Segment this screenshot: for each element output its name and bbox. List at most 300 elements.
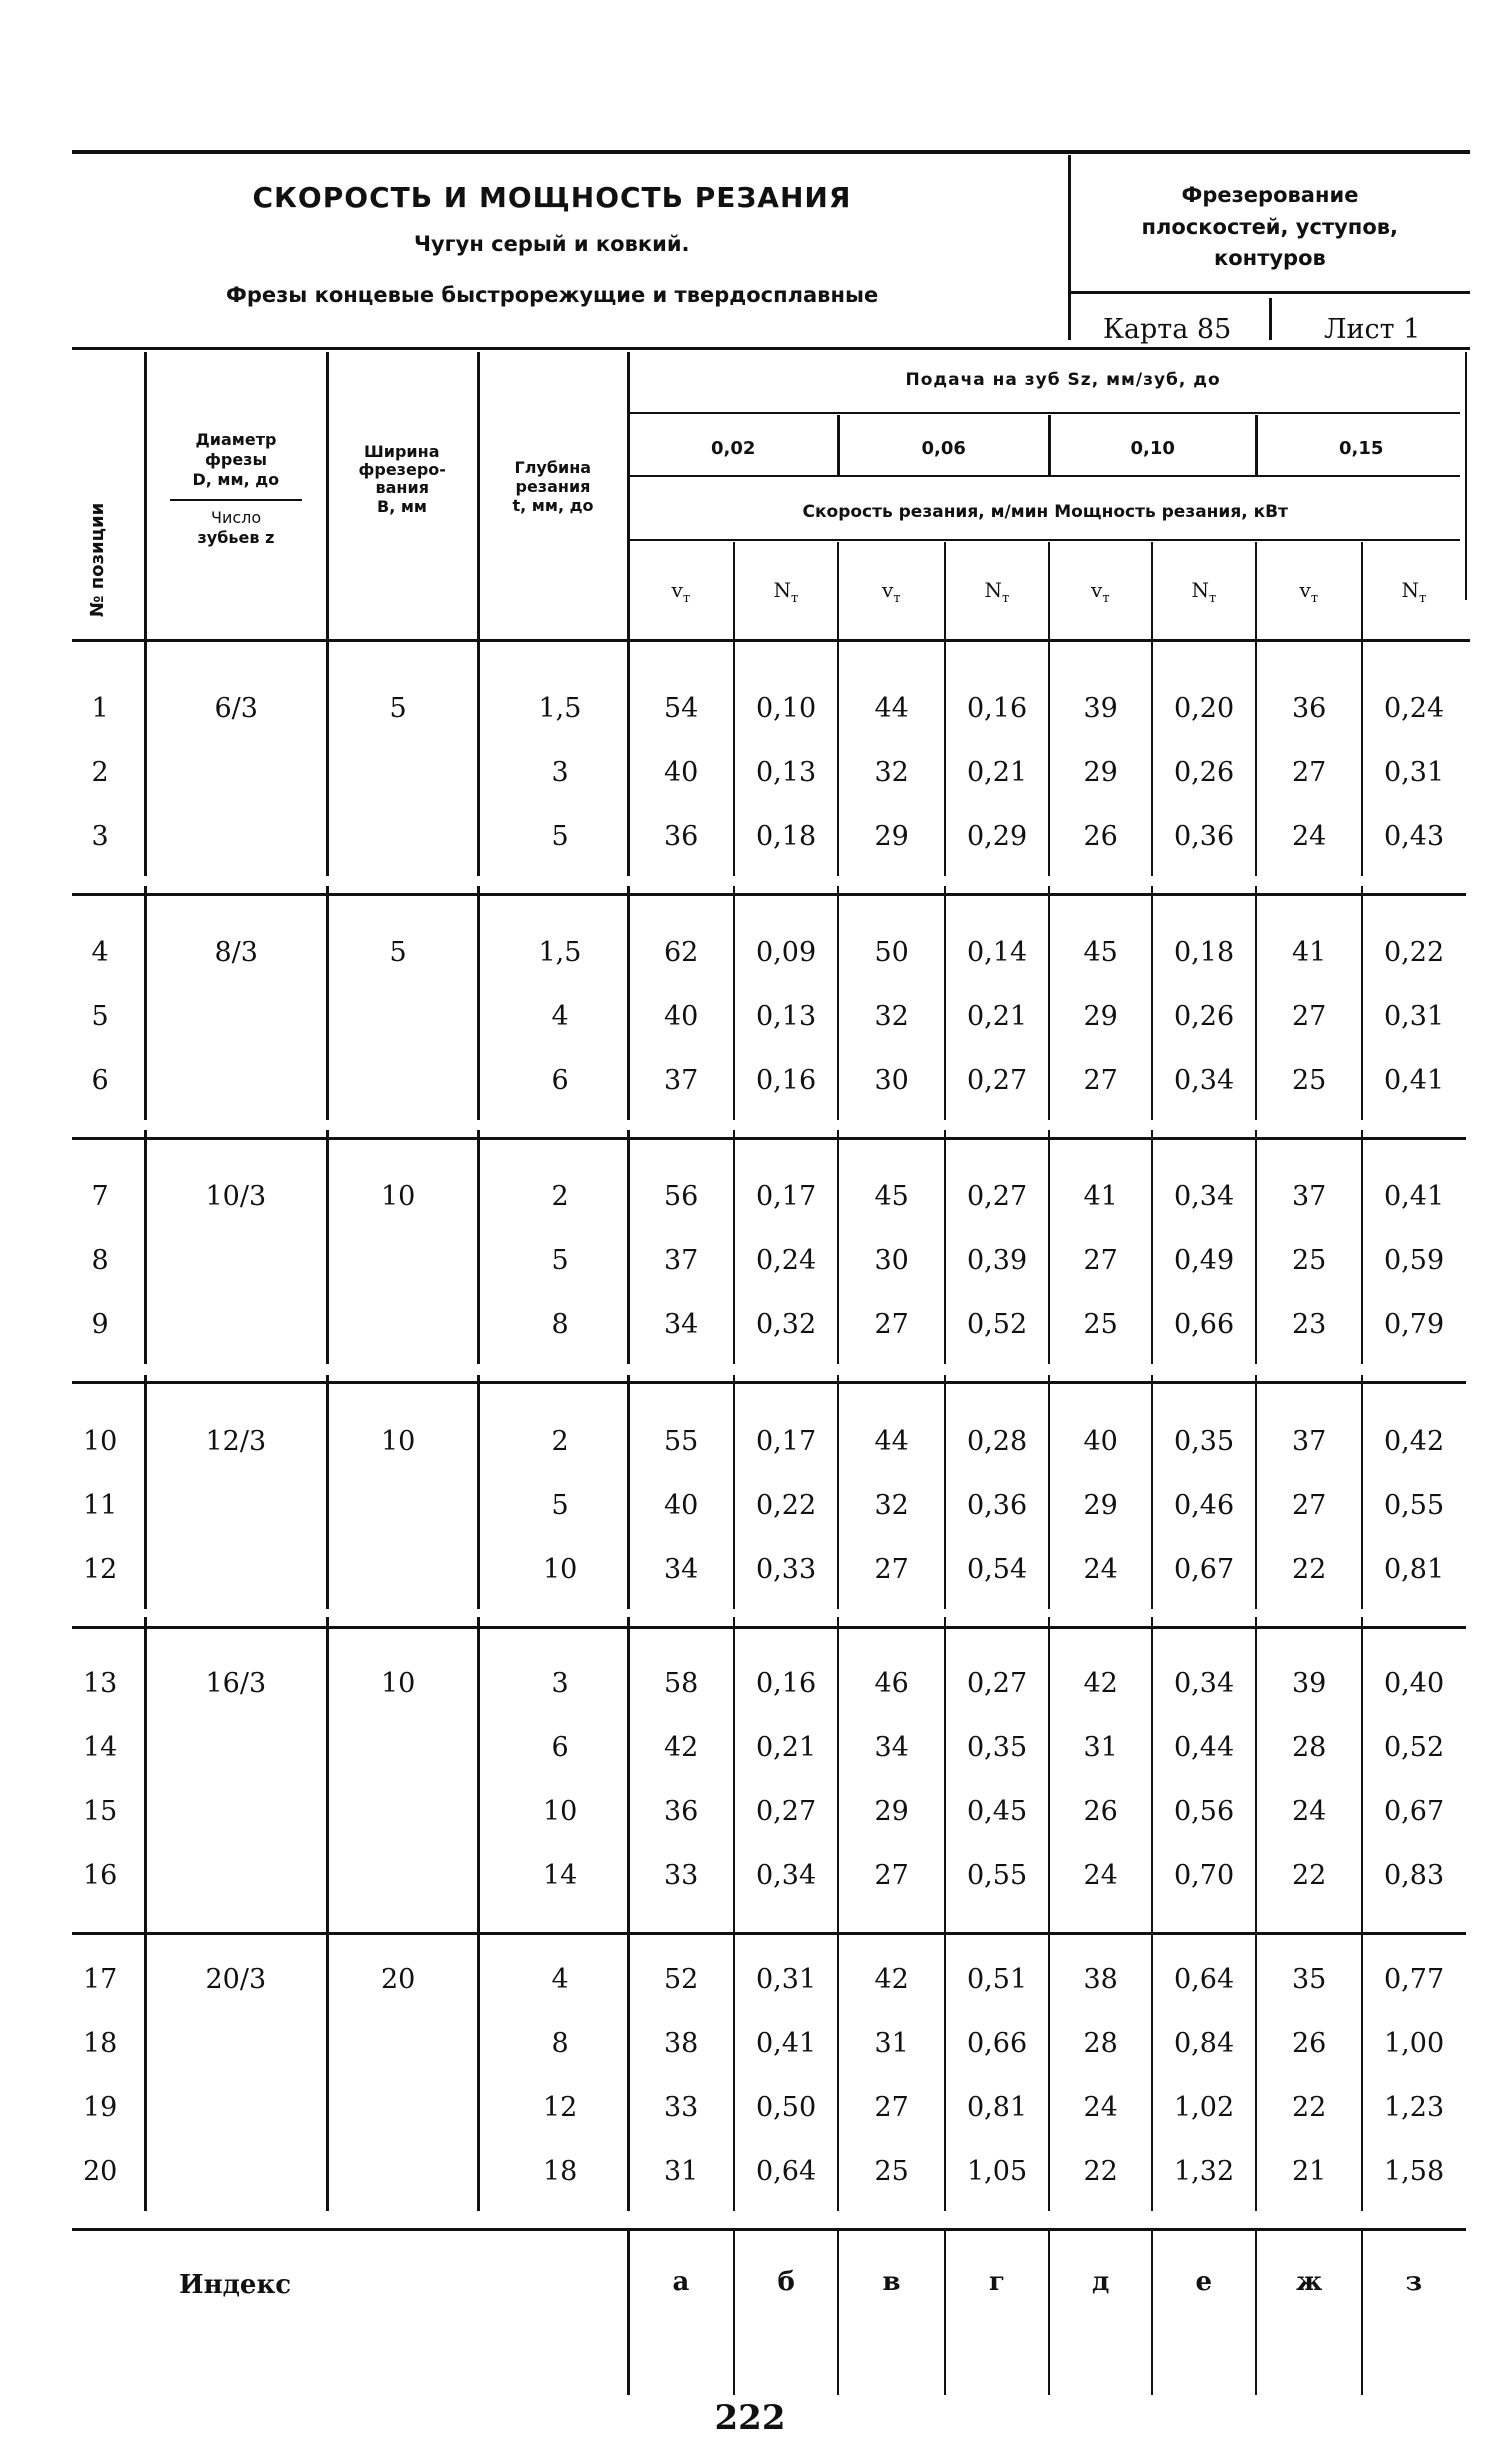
header-column-rule (627, 352, 630, 640)
position-number: 7 (91, 1180, 109, 1212)
speed-value: 34 (664, 1553, 699, 1585)
depth-value: 3 (551, 1667, 569, 1699)
index-subcolumn-rule (733, 2230, 735, 2395)
body-subcolumn-rule (733, 642, 735, 876)
position-number: 12 (83, 1553, 118, 1585)
body-subcolumn-rule (1361, 1375, 1363, 1609)
power-value: 0,50 (756, 2091, 817, 2123)
power-value: 0,36 (1174, 820, 1235, 852)
speed-value: 33 (664, 2091, 699, 2123)
speed-value: 38 (1083, 1963, 1118, 1995)
power-value: 0,36 (967, 1489, 1028, 1521)
operation-line-1: Фрезерование (1181, 182, 1359, 207)
speed-value: 35 (1292, 1963, 1327, 1995)
index-letter: а (672, 2267, 690, 2297)
depth-value: 1,5 (538, 692, 582, 724)
sheet-number: Лист 1 (1324, 313, 1421, 345)
body-subcolumn-rule (1255, 642, 1257, 876)
power-value: 0,66 (967, 2027, 1028, 2059)
power-value: 0,79 (1384, 1308, 1445, 1340)
speed-value: 30 (874, 1244, 909, 1276)
feed-group-rule (837, 415, 840, 476)
feed-value-2: 0,06 (921, 438, 966, 459)
power-value: 0,16 (756, 1064, 817, 1096)
index-subcolumn-rule (944, 2230, 946, 2395)
speed-value: 37 (664, 1064, 699, 1096)
body-column-rule (326, 1617, 329, 1915)
speed-value: 34 (874, 1731, 909, 1763)
body-subcolumn-rule (837, 1913, 839, 2211)
speed-value: 45 (874, 1180, 909, 1212)
body-column-rule (144, 1375, 147, 1609)
power-value: 0,17 (756, 1180, 817, 1212)
speed-value: 22 (1292, 2091, 1327, 2123)
power-value: 0,29 (967, 820, 1028, 852)
power-column-label: $N_т$ (984, 577, 1010, 606)
width-value: 5 (389, 692, 407, 724)
diameter-header-1: Диаметр (195, 430, 277, 449)
diameter-teeth-value: 12/3 (205, 1425, 267, 1457)
power-value: 1,00 (1384, 2027, 1445, 2059)
speed-value: 52 (664, 1963, 699, 1995)
index-subcolumn-rule (1048, 2230, 1050, 2395)
operation-line-2: плоскостей, уступов, (1141, 214, 1399, 239)
body-column-rule (144, 1913, 147, 2211)
body-subcolumn-rule (733, 1913, 735, 2211)
header-bottom-rule (72, 639, 1470, 642)
speed-value: 22 (1292, 1553, 1327, 1585)
power-value: 0,81 (967, 2091, 1028, 2123)
power-value: 0,49 (1174, 1244, 1235, 1276)
power-value: 1,32 (1174, 2155, 1235, 2187)
speed-value: 28 (1292, 1731, 1327, 1763)
power-value: 0,31 (1384, 756, 1445, 788)
speed-value: 39 (1292, 1667, 1327, 1699)
speed-value: 27 (1292, 1489, 1327, 1521)
speed-value: 23 (1292, 1308, 1327, 1340)
header-column-rule (144, 352, 147, 640)
page-number: 222 (714, 2398, 786, 2438)
body-subcolumn-rule (1255, 1617, 1257, 1915)
width-header-3: вания (375, 478, 429, 497)
speed-value: 24 (1292, 1795, 1327, 1827)
width-header-2: фрезеро- (358, 460, 446, 479)
speed-value: 29 (874, 820, 909, 852)
speed-value: 22 (1083, 2155, 1118, 2187)
speed-value: 26 (1083, 820, 1118, 852)
feed-value-3: 0,10 (1130, 438, 1175, 459)
depth-value: 10 (543, 1795, 578, 1827)
speed-value: 41 (1083, 1180, 1118, 1212)
body-subcolumn-rule (1361, 1617, 1363, 1915)
speed-column-label: $v_т$ (1091, 577, 1110, 606)
fraction-rule (170, 499, 302, 501)
power-value: 0,18 (756, 820, 817, 852)
speed-value: 55 (664, 1425, 699, 1457)
speed-value: 25 (874, 2155, 909, 2187)
power-value: 0,35 (1174, 1425, 1235, 1457)
speed-column-label: $v_т$ (882, 577, 901, 606)
body-subcolumn-rule (1048, 1617, 1050, 1915)
depth-value: 18 (543, 2155, 578, 2187)
body-column-rule (477, 1913, 480, 2211)
speed-value: 42 (1083, 1667, 1118, 1699)
power-value: 1,23 (1384, 2091, 1445, 2123)
body-column-rule (627, 1617, 630, 1915)
card-divider (1269, 298, 1272, 340)
power-value: 0,67 (1384, 1795, 1445, 1827)
power-value: 0,81 (1384, 1553, 1445, 1585)
body-subcolumn-rule (837, 1130, 839, 1364)
body-subcolumn-rule (733, 1375, 735, 1609)
position-number: 17 (83, 1963, 118, 1995)
body-subcolumn-rule (1151, 1375, 1153, 1609)
subcolumn-rule (1048, 542, 1050, 640)
width-value: 10 (381, 1425, 416, 1457)
power-value: 0,20 (1174, 692, 1235, 724)
power-value: 0,46 (1174, 1489, 1235, 1521)
header-column-rule (477, 352, 480, 640)
power-value: 0,45 (967, 1795, 1028, 1827)
power-value: 0,67 (1174, 1553, 1235, 1585)
speed-value: 31 (1083, 1731, 1118, 1763)
speed-value: 28 (1083, 2027, 1118, 2059)
speed-value: 26 (1292, 2027, 1327, 2059)
top-rule (72, 150, 1470, 154)
depth-value: 4 (551, 1963, 569, 1995)
feed-value-1: 0,02 (711, 438, 756, 459)
power-value: 0,64 (1174, 1963, 1235, 1995)
body-subcolumn-rule (1361, 1130, 1363, 1364)
power-value: 0,21 (967, 1000, 1028, 1032)
body-subcolumn-rule (1255, 1375, 1257, 1609)
diameter-teeth-value: 10/3 (205, 1180, 267, 1212)
body-column-rule (477, 1130, 480, 1364)
depth-value: 10 (543, 1553, 578, 1585)
power-value: 0,18 (1174, 936, 1235, 968)
diameter-teeth-value: 20/3 (205, 1963, 267, 1995)
speed-value: 36 (1292, 692, 1327, 724)
body-subcolumn-rule (837, 886, 839, 1120)
body-column-rule (144, 886, 147, 1120)
power-value: 0,22 (1384, 936, 1445, 968)
speed-value: 27 (874, 1859, 909, 1891)
speed-value: 44 (874, 1425, 909, 1457)
position-number: 5 (91, 1000, 109, 1032)
teeth-header-2: зубьев z (197, 528, 275, 547)
body-subcolumn-rule (733, 1130, 735, 1364)
position-number: 13 (83, 1667, 118, 1699)
speed-power-header: Скорость резания, м/мин Мощность резания, кВт (802, 501, 1288, 522)
body-column-rule (326, 886, 329, 1120)
position-number: 9 (91, 1308, 109, 1340)
body-subcolumn-rule (1255, 1913, 1257, 2211)
power-value: 1,05 (967, 2155, 1028, 2187)
power-value: 0,26 (1174, 1000, 1235, 1032)
depth-header-1: Глубина (514, 458, 592, 477)
speed-value: 25 (1292, 1064, 1327, 1096)
speed-value: 24 (1083, 2091, 1118, 2123)
material-subtitle: Чугун серый и ковкий. (414, 231, 690, 256)
body-subcolumn-rule (944, 1375, 946, 1609)
body-column-rule (627, 1130, 630, 1364)
body-subcolumn-rule (1151, 1617, 1153, 1915)
power-value: 0,44 (1174, 1731, 1235, 1763)
power-value: 0,39 (967, 1244, 1028, 1276)
speed-column-label: $v_т$ (671, 577, 691, 606)
card-rule (1069, 291, 1470, 294)
power-value: 0,13 (756, 1000, 817, 1032)
body-subcolumn-rule (837, 1375, 839, 1609)
index-letter: б (777, 2267, 795, 2297)
speed-value: 38 (664, 2027, 699, 2059)
body-subcolumn-rule (1255, 1130, 1257, 1364)
body-subcolumn-rule (837, 1617, 839, 1915)
power-value: 0,41 (1384, 1180, 1445, 1212)
speed-value: 44 (874, 692, 909, 724)
header-right-edge (1465, 352, 1467, 600)
power-value: 0,77 (1384, 1963, 1445, 1995)
power-value: 0,35 (967, 1731, 1028, 1763)
speed-value: 29 (874, 1795, 909, 1827)
power-value: 0,52 (1384, 1731, 1445, 1763)
body-column-rule (326, 642, 329, 876)
speed-value: 30 (874, 1064, 909, 1096)
power-value: 0,41 (756, 2027, 817, 2059)
body-subcolumn-rule (1361, 1913, 1363, 2211)
body-subcolumn-rule (1048, 1375, 1050, 1609)
power-value: 0,59 (1384, 1244, 1445, 1276)
speed-value: 37 (1292, 1425, 1327, 1457)
speed-value: 37 (1292, 1180, 1327, 1212)
body-column-rule (627, 1913, 630, 2211)
depth-value: 5 (551, 820, 569, 852)
body-subcolumn-rule (944, 1617, 946, 1915)
power-value: 0,26 (1174, 756, 1235, 788)
speed-value: 56 (664, 1180, 699, 1212)
body-subcolumn-rule (1048, 886, 1050, 1120)
position-number: 2 (91, 756, 109, 788)
subcolumn-rule (1255, 542, 1257, 640)
power-column-label: $N_т$ (1191, 577, 1217, 606)
position-number: 16 (83, 1859, 118, 1891)
index-column-rule (627, 2230, 630, 2395)
body-subcolumn-rule (1255, 886, 1257, 1120)
speed-value: 25 (1083, 1308, 1118, 1340)
body-subcolumn-rule (944, 1913, 946, 2211)
speed-value: 42 (874, 1963, 909, 1995)
position-number: 1 (91, 692, 109, 724)
position-number: 19 (83, 2091, 118, 2123)
body-column-rule (627, 1375, 630, 1609)
depth-header-2: резания (515, 477, 591, 496)
body-subcolumn-rule (944, 886, 946, 1120)
depth-value: 5 (551, 1244, 569, 1276)
power-value: 0,27 (967, 1667, 1028, 1699)
position-number: 8 (91, 1244, 109, 1276)
power-value: 0,10 (756, 692, 817, 724)
position-number: 20 (83, 2155, 118, 2187)
power-value: 0,34 (1174, 1064, 1235, 1096)
speed-value: 50 (874, 936, 909, 968)
power-value: 0,34 (1174, 1667, 1235, 1699)
speed-value: 32 (874, 1489, 909, 1521)
body-column-rule (326, 1913, 329, 2211)
power-value: 0,55 (967, 1859, 1028, 1891)
depth-value: 6 (551, 1731, 569, 1763)
diameter-teeth-value: 16/3 (205, 1667, 267, 1699)
body-column-rule (326, 1130, 329, 1364)
diameter-teeth-value: 8/3 (214, 936, 258, 968)
power-value: 1,02 (1174, 2091, 1235, 2123)
position-column-header: № позиции (87, 502, 109, 618)
width-header-1: Ширина (364, 442, 440, 461)
power-value: 0,42 (1384, 1425, 1445, 1457)
diameter-header-3: D, мм, до (192, 470, 280, 489)
speed-value: 40 (1083, 1425, 1118, 1457)
speed-value: 54 (664, 692, 699, 724)
width-value: 10 (381, 1667, 416, 1699)
body-subcolumn-rule (1151, 642, 1153, 876)
power-column-label: $N_т$ (773, 577, 799, 606)
speed-value: 36 (664, 820, 699, 852)
power-value: 0,21 (756, 1731, 817, 1763)
speed-value: 29 (1083, 1000, 1118, 1032)
feed-group-rule (1255, 415, 1258, 476)
diameter-header-2: фрезы (205, 450, 267, 469)
speed-value: 27 (1083, 1064, 1118, 1096)
position-number: 11 (83, 1489, 118, 1521)
index-letter: ж (1296, 2267, 1323, 2297)
power-value: 0,83 (1384, 1859, 1445, 1891)
power-value: 0,16 (967, 692, 1028, 724)
body-column-rule (326, 1375, 329, 1609)
depth-value: 8 (551, 2027, 569, 2059)
feed-header: Подача на зуб Sz, мм/зуб, до (905, 369, 1221, 390)
position-number: 4 (91, 936, 109, 968)
power-value: 0,28 (967, 1425, 1028, 1457)
depth-value: 1,5 (538, 936, 582, 968)
body-subcolumn-rule (1361, 642, 1363, 876)
position-number: 15 (83, 1795, 118, 1827)
speed-value: 29 (1083, 756, 1118, 788)
body-column-rule (144, 642, 147, 876)
body-subcolumn-rule (1151, 1913, 1153, 2211)
width-header-4: В, мм (377, 497, 427, 516)
depth-value: 4 (551, 1000, 569, 1032)
power-column-label: $N_т$ (1401, 577, 1427, 606)
speed-value: 31 (874, 2027, 909, 2059)
depth-value: 3 (551, 756, 569, 788)
power-value: 0,84 (1174, 2027, 1235, 2059)
speed-value: 34 (664, 1308, 699, 1340)
body-column-rule (477, 886, 480, 1120)
body-subcolumn-rule (1048, 642, 1050, 876)
table-top-rule (72, 347, 1470, 350)
speed-value: 36 (664, 1795, 699, 1827)
body-subcolumn-rule (944, 1130, 946, 1364)
depth-value: 2 (551, 1425, 569, 1457)
body-column-rule (627, 886, 630, 1120)
power-value: 0,17 (756, 1425, 817, 1457)
position-number: 18 (83, 2027, 118, 2059)
speed-value: 33 (664, 1859, 699, 1891)
subcolumn-rule (1151, 542, 1153, 640)
depth-value: 6 (551, 1064, 569, 1096)
power-value: 1,58 (1384, 2155, 1445, 2187)
speed-value: 40 (664, 756, 699, 788)
power-value: 0,16 (756, 1667, 817, 1699)
index-subcolumn-rule (1255, 2230, 1257, 2395)
speed-value: 25 (1292, 1244, 1327, 1276)
power-value: 0,27 (967, 1064, 1028, 1096)
feed-value-4: 0,15 (1339, 438, 1384, 459)
speed-value: 32 (874, 756, 909, 788)
power-value: 0,55 (1384, 1489, 1445, 1521)
power-value: 0,54 (967, 1553, 1028, 1585)
feed-header-rule (628, 412, 1460, 414)
index-subcolumn-rule (837, 2230, 839, 2395)
power-value: 0,09 (756, 936, 817, 968)
power-value: 0,34 (1174, 1180, 1235, 1212)
depth-value: 8 (551, 1308, 569, 1340)
speed-value: 29 (1083, 1489, 1118, 1521)
power-value: 0,40 (1384, 1667, 1445, 1699)
body-column-rule (477, 1375, 480, 1609)
power-value: 0,31 (756, 1963, 817, 1995)
power-value: 0,22 (756, 1489, 817, 1521)
speed-value: 40 (664, 1489, 699, 1521)
speed-header-rule (628, 539, 1460, 541)
index-label: Индекс (179, 2270, 292, 2300)
body-subcolumn-rule (837, 642, 839, 876)
speed-column-label: $v_т$ (1299, 577, 1319, 606)
body-column-rule (144, 1130, 147, 1364)
power-value: 0,56 (1174, 1795, 1235, 1827)
body-subcolumn-rule (1048, 1913, 1050, 2211)
speed-value: 42 (664, 1731, 699, 1763)
speed-value: 27 (1292, 756, 1327, 788)
power-value: 0,13 (756, 756, 817, 788)
speed-value: 24 (1083, 1859, 1118, 1891)
body-column-rule (144, 1617, 147, 1915)
power-value: 0,27 (756, 1795, 817, 1827)
speed-value: 24 (1292, 820, 1327, 852)
power-value: 0,27 (967, 1180, 1028, 1212)
power-value: 0,52 (967, 1308, 1028, 1340)
card-number: Карта 85 (1103, 313, 1232, 345)
depth-header-3: t, мм, до (512, 496, 594, 515)
power-value: 0,51 (967, 1963, 1028, 1995)
depth-value: 12 (543, 2091, 578, 2123)
position-number: 10 (83, 1425, 118, 1457)
speed-value: 32 (874, 1000, 909, 1032)
width-value: 10 (381, 1180, 416, 1212)
power-value: 0,43 (1384, 820, 1445, 852)
depth-value: 2 (551, 1180, 569, 1212)
width-value: 5 (389, 936, 407, 968)
speed-value: 31 (664, 2155, 699, 2187)
power-value: 0,14 (967, 936, 1028, 968)
index-subcolumn-rule (1151, 2230, 1153, 2395)
power-value: 0,33 (756, 1553, 817, 1585)
speed-value: 21 (1292, 2155, 1327, 2187)
power-value: 0,64 (756, 2155, 817, 2187)
body-column-rule (477, 1617, 480, 1915)
depth-value: 14 (543, 1859, 578, 1891)
speed-value: 40 (664, 1000, 699, 1032)
index-letter: в (882, 2267, 901, 2297)
